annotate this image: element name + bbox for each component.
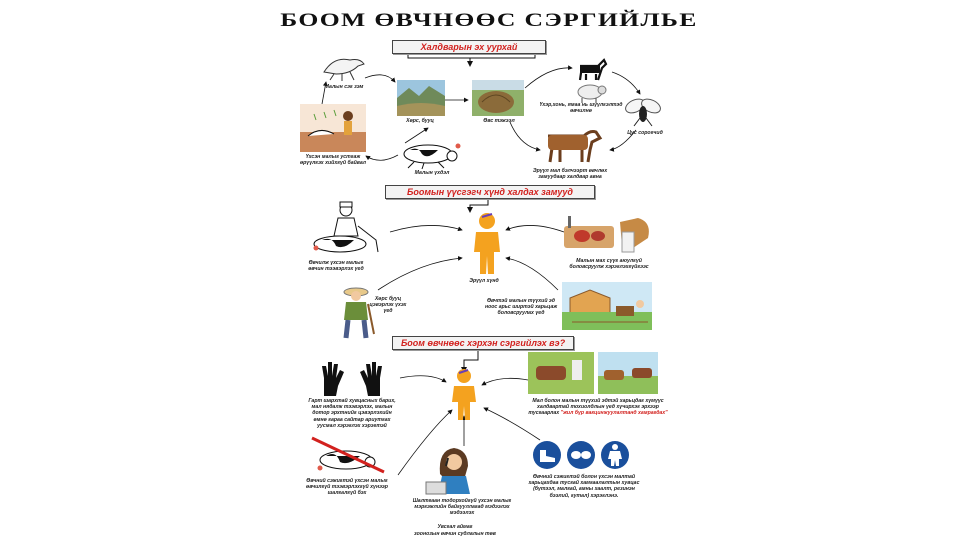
page-title: БООМ ӨВЧНӨӨС СЭРГИЙЛЬЕ	[280, 10, 698, 31]
carcass-icon	[320, 50, 366, 82]
caption-report-unknown-death: Шалтгаан тодорхойгүй үхсэн малыг мэргэжлийн байгууллагад мэдээлэх мэдээлэх	[412, 498, 512, 517]
footer-province: Увсгал аймаг	[437, 524, 473, 530]
caption-transport-dead-livestock: Өвчилж үхсэн малыг өвчин тээвэрлэх үед	[308, 260, 364, 273]
caption-bloodsuckers: Цус сорогчид	[627, 130, 663, 136]
footer-center: зоонозын өвчин судлалын төв	[414, 531, 496, 537]
caption-raw-materials: Өвчтэй малын түүхий эд ноос арьс ширтэй харьцаж боловсруулах үед	[484, 298, 558, 317]
section-header-transmission: Боомын үүсгэгч хүнд халдах замууд	[385, 185, 595, 199]
goat-icon	[574, 56, 608, 82]
prevention-person-icon	[446, 368, 482, 422]
section-header-prevention: Боом өвчнөөс хэрхэн сэргийлэх вэ?	[392, 336, 574, 350]
dead-cow-icon	[398, 136, 462, 170]
ppe-boot-icon	[532, 440, 562, 470]
hay-photo	[472, 80, 524, 116]
caption-vaccination-red: "жил бүр вакцинжуулалтанд хамрагдах"	[560, 410, 668, 417]
farm-scene-icon	[562, 282, 652, 330]
caption-fodder: Өвс тэжээл	[483, 118, 515, 124]
phone-operator-icon	[424, 446, 490, 496]
vaccination-photo	[528, 352, 658, 394]
burial-scene-icon	[300, 104, 366, 152]
caption-protective-clothing: Өвчний сэжигтэй болон үхсэн малтай харьцахдаа тусгай хамгаалалтын хувцас (бүтээл, малгай, амны хаалт, резинэн бээлий, гутал) хэрэглэнэ.	[528, 474, 640, 499]
caption-livestock-handlers-text: Мал болон малын түүхий эдтэй харьцдаг хүмүүс халдвартай тохиолдлын үед хүчирхэг эрхээр тусгаарлах	[528, 398, 664, 417]
healthy-person-icon	[468, 212, 506, 276]
fly-icon	[624, 94, 662, 128]
no-transport-icon	[306, 434, 390, 474]
ppe-suit-icon	[600, 440, 630, 470]
caption-carcass-dead: Малын үхдэл	[414, 170, 450, 176]
caption-soil-cleaning: Хөрс бууц цэвэрлэх үхэх үед	[369, 296, 407, 315]
ppe-goggles-icon	[566, 440, 596, 470]
caption-livestock-infected: Үхэр,хонь, ямаа нь шүүлгэлтэд өвчилнө	[539, 102, 623, 115]
caption-soil: Хөрс, бууц	[406, 118, 434, 124]
caption-healthy-person: Эрүүл хүнд	[469, 278, 499, 284]
cow-icon	[540, 124, 604, 164]
caption-meat-milk: Малын мах сүүг аюулгүй боловсруулж хэрэглэхгүйгээс	[569, 258, 649, 271]
caption-suspected-dead: Өвчний сэжигтэй үхсэн малыг өвчилгүй тээвэрлэхгүй хүнээр шалгалгүй бэх	[306, 478, 388, 497]
butcher-icon	[306, 200, 386, 258]
caption-healthy-livestock: Эрүүл мал бэлчээрт өвчлөх замуудаар халдвар авна	[532, 168, 608, 181]
caption-dead-livestock-disposal: Үхсэн малыг устгаж өрүүлгэх хийхгүй байвал	[299, 154, 367, 167]
sheep-icon	[574, 82, 608, 104]
caption-carcass: Малын сэг зэм	[324, 84, 364, 90]
meat-milk-icon	[560, 212, 658, 256]
caption-livestock-handlers	[524, 398, 672, 417]
landscape-photo	[397, 80, 445, 116]
section-header-source: Халдварын эх уурхай	[392, 40, 546, 54]
hands-icon	[318, 360, 386, 398]
caption-hand-hygiene: Гарт шархтай хувцасных барих, мал нядалж тээвэрлэх, малын дотор эрхтнийг цэвэрлэхийн өмнө гараа сайтар ариутгах уусмал хэрэглэх хэрэгтэй	[308, 398, 396, 429]
